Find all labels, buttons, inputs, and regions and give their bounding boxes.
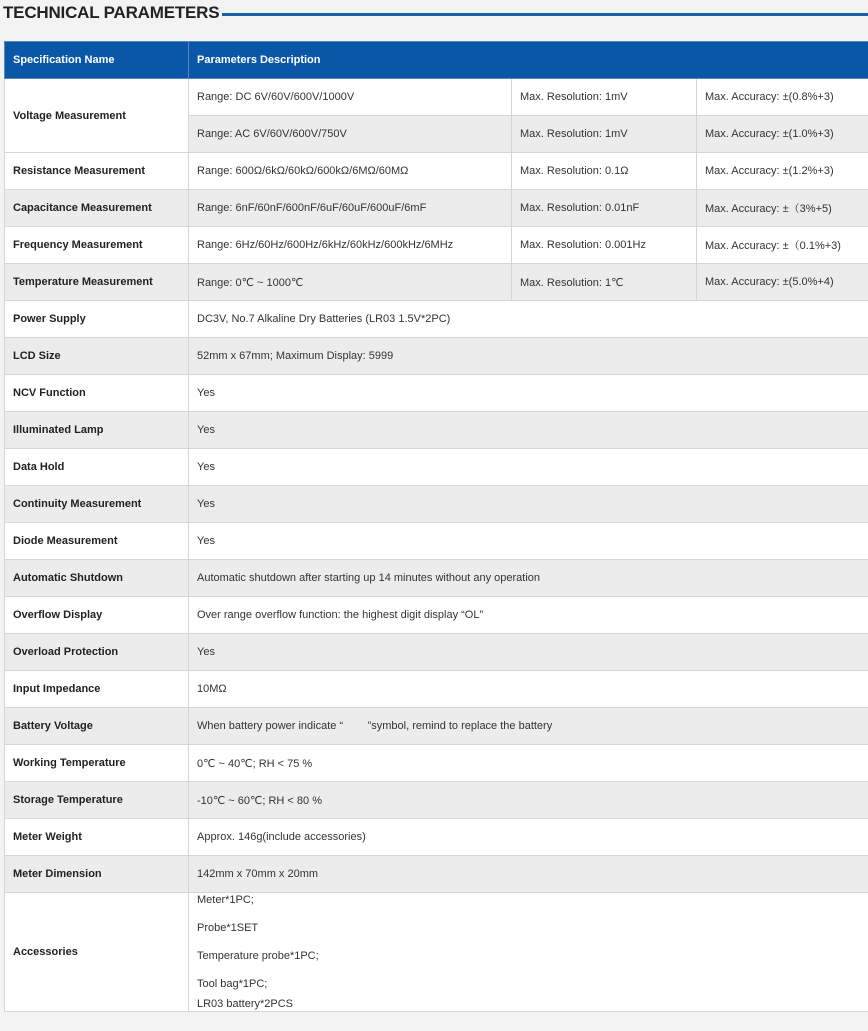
table-row bbox=[5, 671, 868, 708]
accessories-list bbox=[189, 893, 868, 1012]
table-row bbox=[5, 264, 868, 301]
table-row bbox=[5, 819, 868, 856]
spec-value: 10MΩ bbox=[189, 671, 868, 708]
spec-value: Over range overflow function: the highest digit display “OL” bbox=[189, 597, 868, 634]
spec-name: Working Temperature bbox=[5, 745, 189, 782]
spec-name: Input Impedance bbox=[5, 671, 189, 708]
spec-name: Voltage Measurement bbox=[5, 79, 189, 153]
spec-name: Overflow Display bbox=[5, 597, 189, 634]
table-row bbox=[5, 486, 868, 523]
accessory-item: Temperature probe*1PC; bbox=[197, 950, 319, 962]
spec-resolution: Max. Resolution: 0.01nF bbox=[512, 190, 697, 227]
spec-name: Meter Weight bbox=[5, 819, 189, 856]
spec-accuracy: Max. Accuracy: ±(1.2%+3) bbox=[697, 153, 868, 190]
spec-range: Range: 600Ω/6kΩ/60kΩ/600kΩ/6MΩ/60MΩ bbox=[189, 153, 512, 190]
table-row bbox=[5, 227, 868, 264]
spec-name: Overload Protection bbox=[5, 634, 189, 671]
spec-value: When battery power indicate “ ”symbol, remind to replace the battery bbox=[189, 708, 868, 745]
header-spec-name: Specification Name bbox=[5, 42, 189, 79]
spec-name: Data Hold bbox=[5, 449, 189, 486]
spec-value: DC3V, No.7 Alkaline Dry Batteries (LR03 1.5V*2PC) bbox=[189, 301, 868, 338]
spec-value: 0℃ ~ 40℃; RH < 75 % bbox=[189, 745, 868, 782]
table-row bbox=[5, 412, 868, 449]
table-row bbox=[5, 190, 868, 227]
spec-accuracy: Max. Accuracy: ±(0.8%+3) bbox=[697, 79, 868, 116]
table-row bbox=[5, 338, 868, 375]
spec-name: Diode Measurement bbox=[5, 523, 189, 560]
spec-resolution: Max. Resolution: 0.001Hz bbox=[512, 227, 697, 264]
spec-value: Yes bbox=[189, 412, 868, 449]
spec-value: 52mm x 67mm; Maximum Display: 5999 bbox=[189, 338, 868, 375]
spec-value: Automatic shutdown after starting up 14 minutes without any operation bbox=[189, 560, 868, 597]
table-row bbox=[5, 782, 868, 819]
header-accent-line bbox=[222, 13, 868, 16]
spec-resolution: Max. Resolution: 0.1Ω bbox=[512, 153, 697, 190]
table-row bbox=[5, 523, 868, 560]
spec-value: Approx. 146g(include accessories) bbox=[189, 819, 868, 856]
table-row bbox=[5, 634, 868, 671]
section-header bbox=[0, 0, 868, 41]
spec-name: Illuminated Lamp bbox=[5, 412, 189, 449]
table-row bbox=[5, 597, 868, 634]
spec-accuracy: Max. Accuracy: ±（0.1%+3) bbox=[697, 227, 868, 264]
spec-value: 142mm x 70mm x 20mm bbox=[189, 856, 868, 893]
spec-value: -10℃ ~ 60℃; RH < 80 % bbox=[189, 782, 868, 819]
spec-range: Range: 6nF/60nF/600nF/6uF/60uF/600uF/6mF bbox=[189, 190, 512, 227]
spec-name: Battery Voltage bbox=[5, 708, 189, 745]
table-row bbox=[5, 375, 868, 412]
table-row bbox=[5, 856, 868, 893]
spec-value: Yes bbox=[189, 375, 868, 412]
spec-accuracy: Max. Accuracy: ±（3%+5) bbox=[697, 190, 868, 227]
table-row bbox=[5, 449, 868, 486]
table-row bbox=[5, 893, 868, 1012]
spec-name: Temperature Measurement bbox=[5, 264, 189, 301]
spec-name: Meter Dimension bbox=[5, 856, 189, 893]
header-param-desc: Parameters Description bbox=[189, 42, 868, 79]
spec-accuracy: Max. Accuracy: ±(1.0%+3) bbox=[697, 116, 868, 153]
spec-name: Storage Temperature bbox=[5, 782, 189, 819]
spec-name: Automatic Shutdown bbox=[5, 560, 189, 597]
table-header-row bbox=[5, 42, 868, 79]
section-title: TECHNICAL PARAMETERS bbox=[3, 3, 220, 22]
spec-name: Resistance Measurement bbox=[5, 153, 189, 190]
spec-resolution: Max. Resolution: 1mV bbox=[512, 116, 697, 153]
table-row bbox=[5, 301, 868, 338]
accessory-item: Meter*1PC; bbox=[197, 894, 254, 906]
spec-table bbox=[4, 41, 868, 1012]
spec-resolution: Max. Resolution: 1mV bbox=[512, 79, 697, 116]
spec-value: Yes bbox=[189, 523, 868, 560]
spec-name: Capacitance Measurement bbox=[5, 190, 189, 227]
table-row bbox=[5, 560, 868, 597]
table-row bbox=[5, 745, 868, 782]
spec-name: Continuity Measurement bbox=[5, 486, 189, 523]
spec-range: Range: 6Hz/60Hz/600Hz/6kHz/60kHz/600kHz/6MHz bbox=[189, 227, 512, 264]
spec-value: Yes bbox=[189, 486, 868, 523]
accessory-item: LR03 battery*2PCS bbox=[197, 998, 293, 1010]
table-row bbox=[5, 79, 868, 116]
spec-name: Accessories bbox=[5, 893, 189, 1012]
spec-range: Range: DC 6V/60V/600V/1000V bbox=[189, 79, 512, 116]
spec-name: Power Supply bbox=[5, 301, 189, 338]
spec-name: LCD Size bbox=[5, 338, 189, 375]
accessory-item: Tool bag*1PC; bbox=[197, 978, 268, 990]
accessory-item: Probe*1SET bbox=[197, 922, 259, 934]
spec-range: Range: 0℃ ~ 1000℃ bbox=[189, 264, 512, 301]
table-row bbox=[5, 708, 868, 745]
spec-name: NCV Function bbox=[5, 375, 189, 412]
spec-accuracy: Max. Accuracy: ±(5.0%+4) bbox=[697, 264, 868, 301]
spec-value: Yes bbox=[189, 449, 868, 486]
table-row bbox=[5, 153, 868, 190]
spec-name: Frequency Measurement bbox=[5, 227, 189, 264]
spec-value: Yes bbox=[189, 634, 868, 671]
spec-range: Range: AC 6V/60V/600V/750V bbox=[189, 116, 512, 153]
spec-resolution: Max. Resolution: 1℃ bbox=[512, 264, 697, 301]
